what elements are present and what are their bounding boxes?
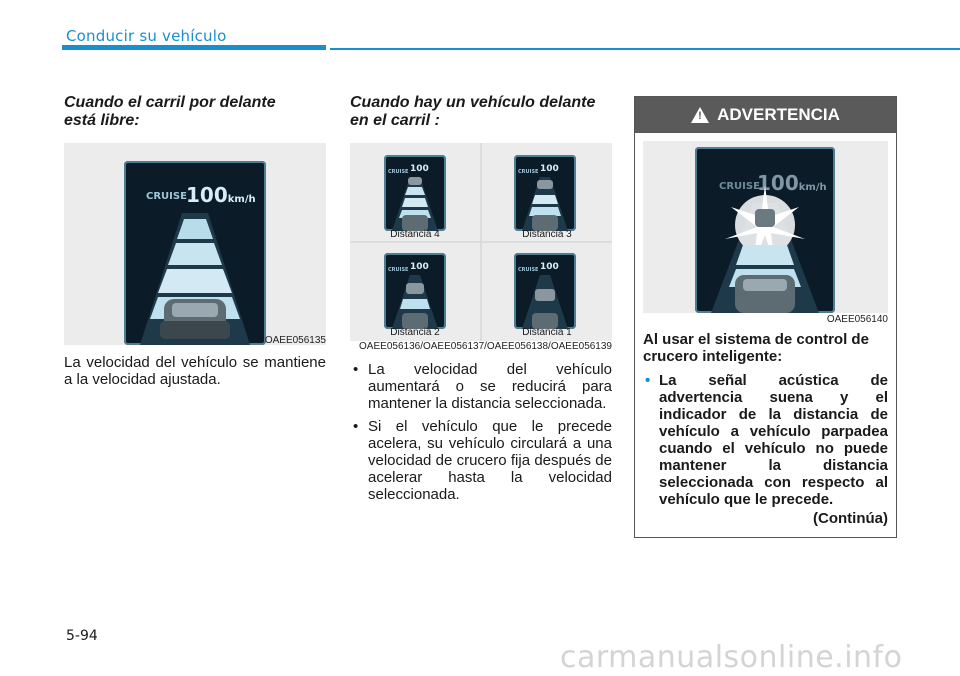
warning-box <box>634 96 897 538</box>
left-figure <box>64 143 326 345</box>
warning-caption: OAEE056140 <box>826 314 888 325</box>
distance-label-2: Distancia 2 <box>390 327 440 338</box>
distance-label-3: Distancia 3 <box>522 229 572 240</box>
continues-label: (Continúa) <box>813 510 888 527</box>
cruise-label: CRUISE <box>146 191 187 202</box>
distance-cell-1: CRUISE 100 Distancia 1 <box>482 243 612 341</box>
middle-caption: OAEE056136/OAEE056137/OAEE056138/OAEE056139 <box>359 341 612 352</box>
middle-bullets <box>350 361 612 509</box>
distance-cell-4: CRUISE 100 Distancia 4 <box>350 143 480 241</box>
page-number: 5-94 <box>66 628 98 644</box>
warning-figure <box>643 141 888 313</box>
header-rule-thin <box>330 48 960 50</box>
left-caption: OAEE056135 <box>264 335 326 346</box>
left-heading: Cuando el carril por delante está libre: <box>64 94 276 129</box>
distance-label-4: Distancia 4 <box>390 229 440 240</box>
footer-watermark: carmanualsonline.info <box>560 640 903 675</box>
warning-intro: Al usar el sistema de control de crucero inteligente: <box>643 331 869 365</box>
warning-text <box>643 331 888 527</box>
warning-bullet: • La señal acústica de advertencia suena y el indicador de la distancia de vehículo a vehículo parpadea cuando el vehículo no puede mantener la distancia seleccionada con respecto al vehículo que le precede. <box>643 372 888 508</box>
speed-readout: 100km/h <box>186 183 256 207</box>
cluster-display-warning: CRUISE 100km/h <box>695 147 835 313</box>
distance-label-1: Distancia 1 <box>522 327 572 338</box>
header-rule-thick <box>62 45 326 50</box>
distance-cell-3: CRUISE 100 Distancia 3 <box>482 143 612 241</box>
warning-title: ADVERTENCIA <box>717 105 840 124</box>
distance-grid <box>350 143 612 341</box>
distance-cell-2: CRUISE 100 Distancia 2 <box>350 243 480 341</box>
bullet-item: • Si el vehículo que le precede acelera, su vehículo circulará a una velocidad de crucero fija después de acelerar hasta la velocidad seleccionada. <box>350 418 612 503</box>
warning-header <box>635 97 896 133</box>
bullet-item: • La velocidad del vehículo aumentará o se reducirá para mantener la distancia seleccionada. <box>350 361 612 412</box>
left-body: La velocidad del vehículo se mantiene a la velocidad ajustada. <box>64 354 326 388</box>
warning-icon: ! <box>691 107 709 123</box>
section-title: Conducir su vehículo <box>66 27 227 45</box>
lane-graphic <box>124 161 266 345</box>
middle-heading: Cuando hay un vehículo delante en el carril : <box>350 94 596 129</box>
cluster-display <box>124 161 266 345</box>
